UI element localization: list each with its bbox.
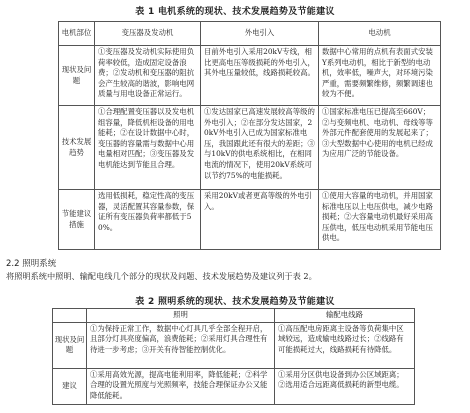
table2-cell: ①高压配电房距离主设备等负荷集中区域较远，造成输电线路过长；②线路有可能损耗过大，线路损耗有待降低。 [275,322,415,368]
section-intro: 将照明系统中照明、输配电线几个部分的现状及问题、技术发展趋势及建议列于表 2。 [6,271,317,281]
table1-row-label: 技术发展趋势 [59,106,95,190]
table2-cell: ①采用高效光源，提高电能利用率，降低能耗；②科学合理的设置光照度与光照频率，技能合理保证办公又能降低能耗。 [87,368,275,404]
table1-cell: 采用20kV或者更高等级的外电引入。 [201,190,319,250]
table2-header-cell [53,309,87,323]
table1-header-row [59,22,441,46]
table2-header-cell: 照明 [87,309,275,323]
table2-cell: ①采用分区供电设备到办公区域距离；②选用适合远距离低损耗的新型电缆。 [275,368,415,404]
table1-header-cell: 外电引入 [201,22,319,46]
table2 [52,308,415,405]
section-heading: 2.2 照明系统 [6,259,57,269]
table2-row [53,368,415,404]
table2-row-label: 现状及问题 [53,322,87,368]
table2-header-cell: 输配电线路 [275,309,415,323]
table1-cell: ①发达国家已高速发展较高等级的外电引入；②在部分发达国家，20kV外电引入已成为国家标准电压，我国跟此还有很大的差距；③与10kV的供电系统相比，在相同电流的情况下，使用20kV系统可以节约75%的电能损耗。 [201,106,319,190]
table1-row-label: 现状及问题 [59,46,95,106]
table1-cell: 目前外电引入采用20kV专线，相比更高电压等级损耗的外电引入，其外电压量较低，线路损耗较高。 [201,46,319,106]
table1-row-label: 节能建议措施 [59,190,95,250]
table2-row-label: 建议 [53,368,87,404]
table1 [58,21,441,250]
table1-header-cell: 电动机 [319,22,441,46]
table1-row [59,46,441,106]
table1-row [59,106,441,190]
table2-caption: 表 2 照明系统的现状、技术发展趋势及节能建议 [135,297,335,307]
table1-cell: 选用低损耗，稳定性高的变压器，灵活配置其容量参数，保证所有变压器负荷率都低于50%。 [95,190,201,250]
table1-header-cell: 变压器及发动机 [95,22,201,46]
table2-cell: ①为保持正常工作，数据中心灯具几乎全部全程开启，且部分灯具亮度偏高，浪费能耗；②采用灯具合理性有待进一步考虑；③开关有待智能控制优化。 [87,322,275,368]
table1-cell: ①使用大容量的电动机，并用国家标准电压以上电压供电，减少电路损耗；②大容量电动机最好采用高压供电，低压电动机采用节能电压供电。 [319,190,441,250]
table1-caption: 表 1 电机系统的现状、技术发展趋势及节能建议 [135,7,335,17]
table2-row [53,322,415,368]
table1-cell: ①合理配置变压器以及发电机组容量，降低机柜设备的用电能耗；②在设计数据中心时，变压器的容量需与数据中心用电量相对匹配；③变压器及发电机能达到节能且合理。 [95,106,201,190]
table2-header-row [53,309,415,323]
table1-cell: ①变压器及发动机实际使用负荷率较低，造成固定设备浪费；②发动机和变压器的阻抗会产生较高的谐波，影响电网质量与用电设备正常运行。 [95,46,201,106]
table1-header-cell: 电机部位 [59,22,95,46]
table1-cell: 数据中心常用的点机有表面式安装Y系列电动机，相比于新型的电动机，效率低，噪声大，对环境污染严重，需要频繁维修，频繁调速也较为不便。 [319,46,441,106]
table1-cell: ①国家标准电压已提高至660V；②与变频电机、电动机、母线等等外部元件配套使用的发展起来了；③大型数据中心使用的电机已经成为应用广泛的节能设备。 [319,106,441,190]
table1-row [59,190,441,250]
